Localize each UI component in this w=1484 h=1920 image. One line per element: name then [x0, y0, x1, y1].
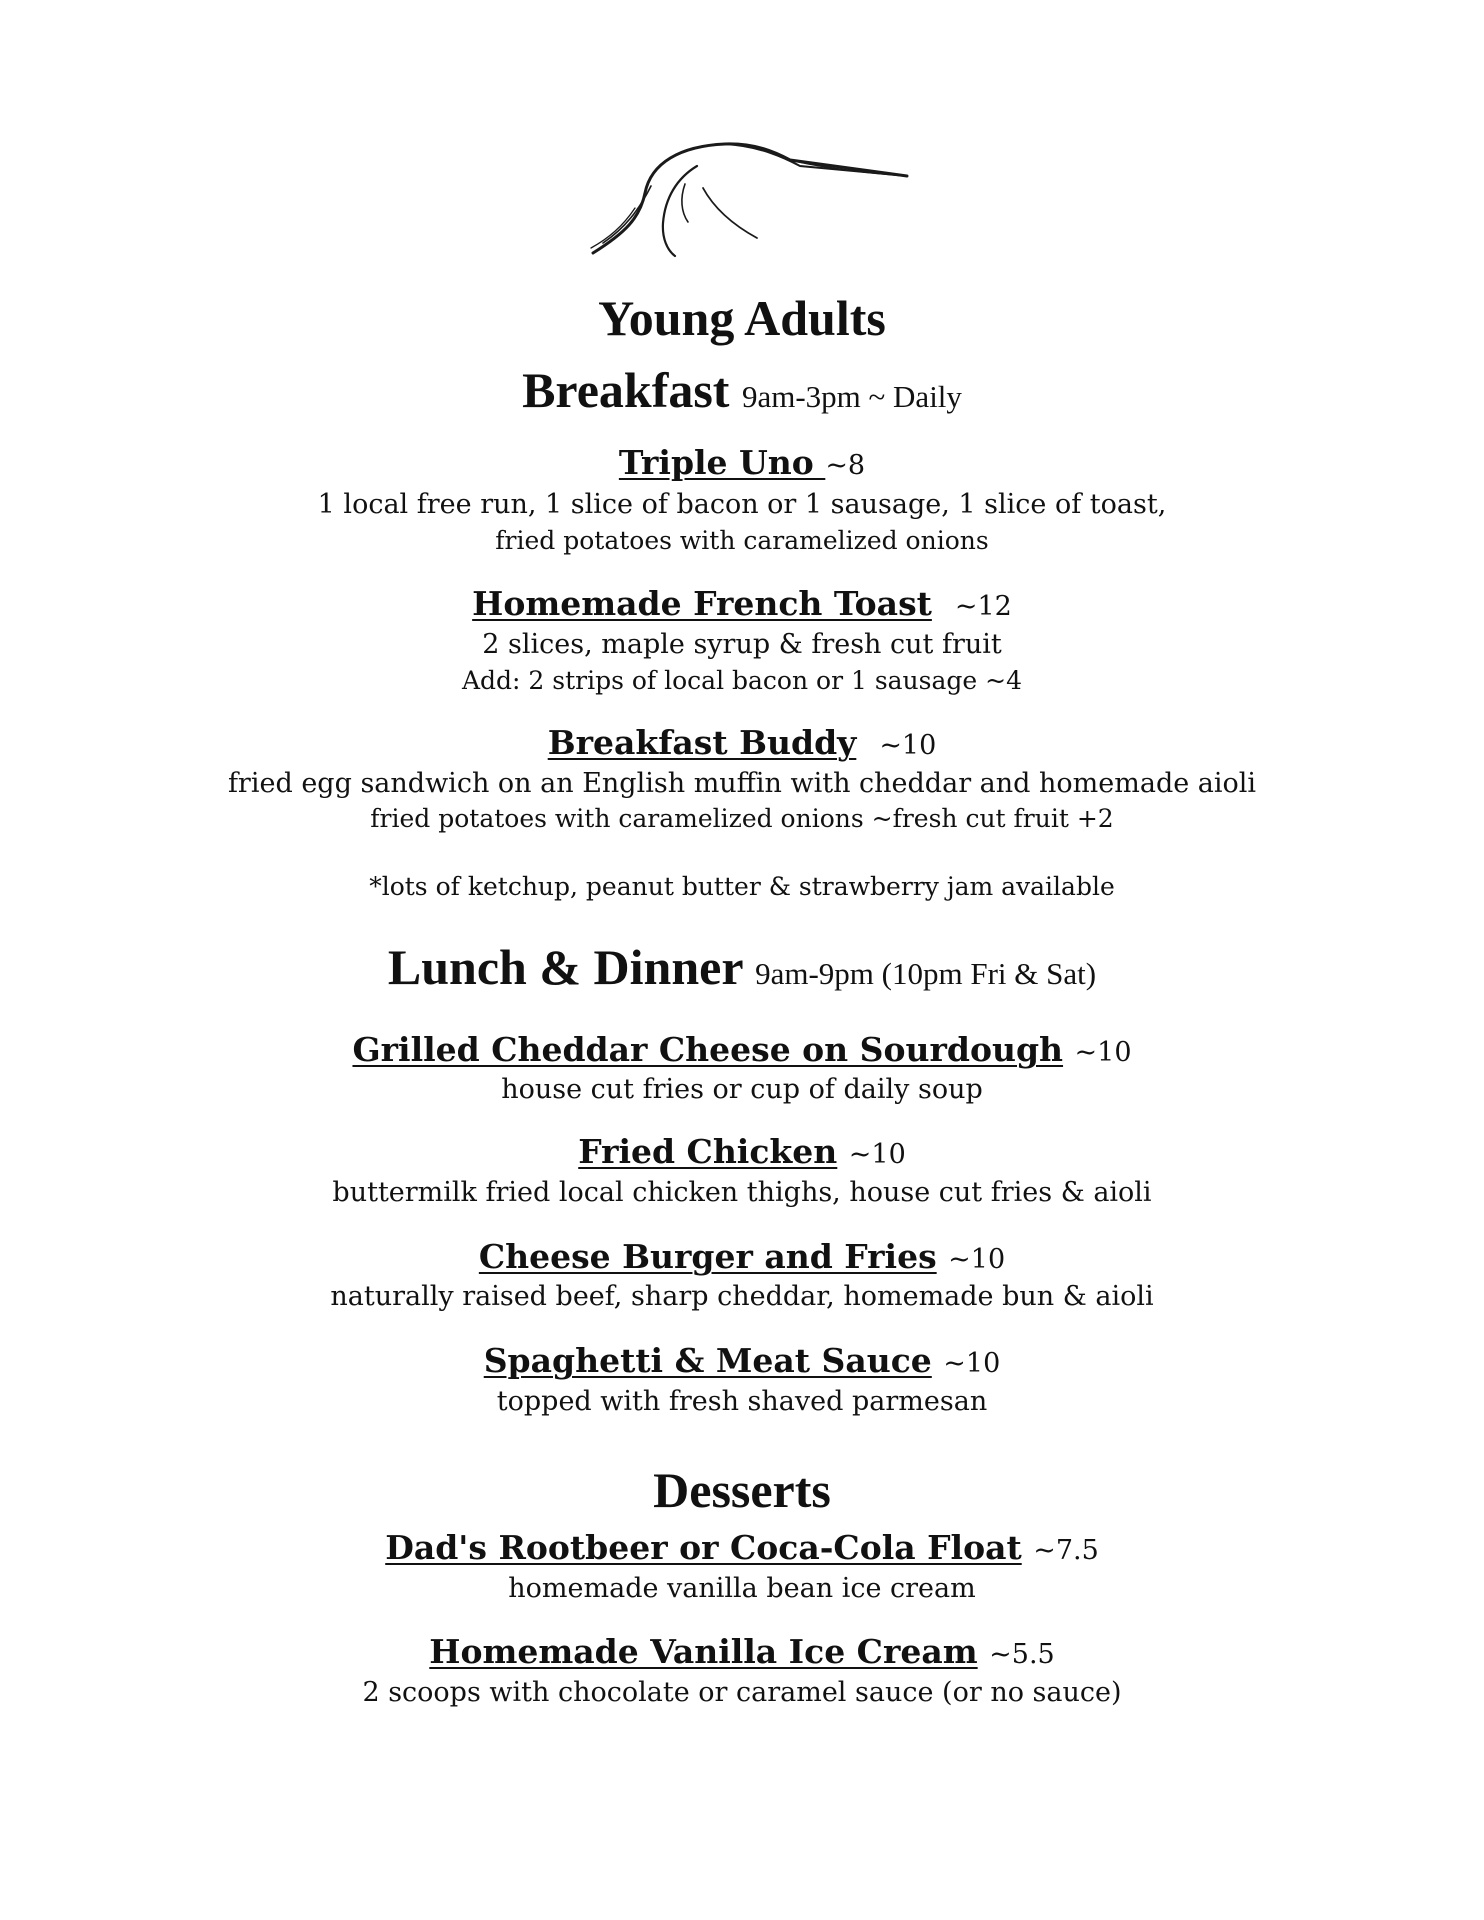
menu-item-breakfast-buddy — [0, 723, 1484, 766]
item-name: Grilled Cheddar Cheese on Sourdough — [352, 1030, 1064, 1069]
item-description: 1 local free run, 1 slice of bacon or 1 sausage, 1 slice of toast, — [317, 489, 1167, 520]
item-price: ~5.5 — [989, 1639, 1055, 1670]
item-description: 2 scoops with chocolate or caramel sauce (or no sauce) — [362, 1677, 1122, 1708]
item-description: homemade vanilla bean ice cream — [508, 1573, 976, 1604]
item-description-2: fried potatoes with caramelized onions — [495, 526, 989, 555]
menu-item-triple-uno — [0, 443, 1484, 486]
desserts-title: Desserts — [653, 1462, 831, 1518]
menu-item-float — [0, 1528, 1484, 1571]
item-name: Homemade Vanilla Ice Cream — [429, 1632, 978, 1671]
menu-item-grilled-cheese — [0, 1030, 1484, 1073]
item-name: Triple Uno — [618, 443, 826, 482]
item-description: buttermilk fried local chicken thighs, house cut fries & aioli — [332, 1177, 1152, 1208]
item-description: topped with fresh shaved parmesan — [496, 1386, 988, 1417]
item-name: Breakfast Buddy — [547, 723, 857, 762]
item-description: house cut fries or cup of daily soup — [501, 1074, 983, 1105]
item-name: Homemade French Toast — [472, 584, 932, 623]
breakfast-title: Breakfast — [522, 362, 730, 418]
item-description-2: fried potatoes with caramelized onions ~fresh cut fruit +2 — [370, 804, 1114, 833]
item-price: ~7.5 — [1033, 1535, 1099, 1566]
item-price: ~10 — [879, 730, 937, 761]
item-price: ~10 — [948, 1244, 1006, 1275]
menu-title: Young Adults — [598, 290, 886, 346]
lunch-dinner-heading — [0, 937, 1484, 1004]
item-description: naturally raised beef, sharp cheddar, homemade bun & aioli — [330, 1281, 1154, 1312]
item-price: ~10 — [943, 1348, 1001, 1379]
menu-item-fried-chicken — [0, 1132, 1484, 1175]
menu-item-french-toast — [0, 584, 1484, 627]
menu-item-ice-cream — [0, 1632, 1484, 1675]
item-name: Fried Chicken — [578, 1132, 838, 1171]
item-description-2: Add: 2 strips of local bacon or 1 sausage ~4 — [461, 666, 1022, 695]
breakfast-hours: 9am-3pm ~ Daily — [741, 379, 962, 414]
item-name: Cheese Burger and Fries — [478, 1237, 937, 1276]
menu-item-spaghetti — [0, 1341, 1484, 1384]
breakfast-note: *lots of ketchup, peanut butter & strawberry jam available — [369, 872, 1115, 901]
lunch-dinner-hours: 9am-9pm (10pm Fri & Sat) — [755, 956, 1097, 991]
lunch-dinner-title: Lunch & Dinner — [387, 939, 743, 995]
item-price: ~8 — [825, 450, 866, 481]
item-price: ~10 — [1074, 1037, 1132, 1068]
item-description: 2 slices, maple syrup & fresh cut fruit — [482, 629, 1002, 660]
item-price: ~12 — [954, 591, 1012, 622]
breakfast-heading — [0, 360, 1484, 427]
item-price: ~10 — [848, 1139, 906, 1170]
heron-logo-icon — [585, 138, 910, 260]
item-description: fried egg sandwich on an English muffin with cheddar and homemade aioli — [227, 768, 1257, 799]
item-name: Dad's Rootbeer or Coca-Cola Float — [385, 1528, 1022, 1567]
item-name: Spaghetti & Meat Sauce — [483, 1341, 932, 1380]
menu-item-cheese-burger — [0, 1237, 1484, 1280]
